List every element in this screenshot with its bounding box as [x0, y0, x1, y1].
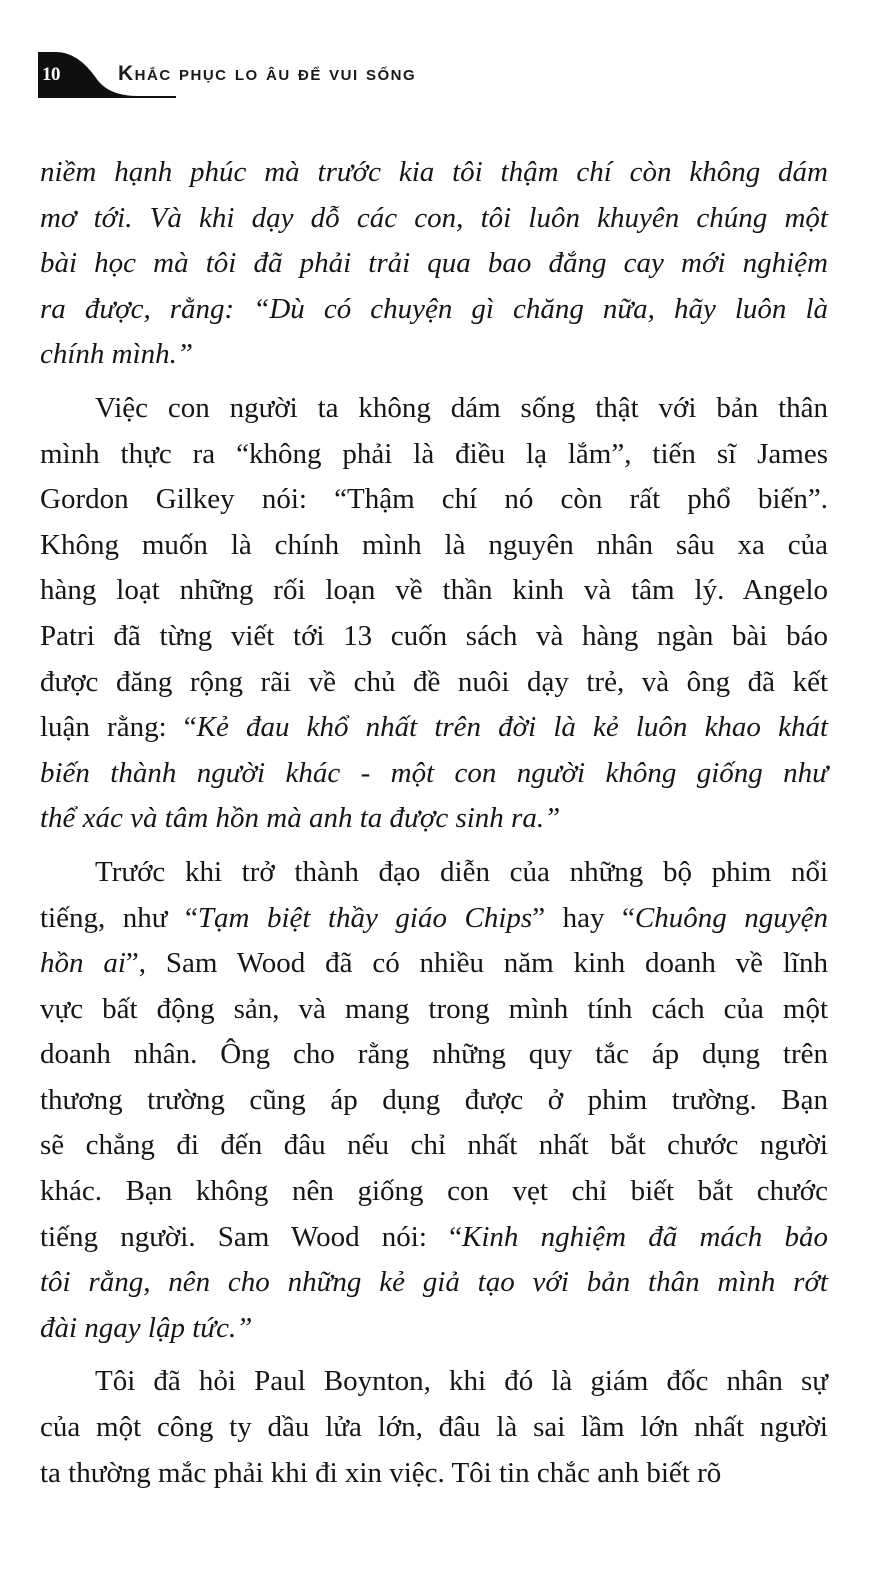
text-line	[40, 660, 828, 706]
italic-text: Kinh nghiệm đã mách bảo	[462, 1220, 828, 1253]
paragraph-gap	[40, 378, 828, 386]
text-line	[40, 287, 828, 333]
italic-text: mơ tới. Và khi dạy dỗ các con, tôi luôn khuyên chúng một	[40, 201, 828, 234]
paragraph	[40, 386, 828, 842]
text-run: ”, Sam Wood đã có nhiều năm kinh doanh về lĩnh	[125, 947, 828, 980]
italic-text: biến thành người khác - một con người không giống như	[40, 756, 828, 789]
text-run: luận rằng: “	[40, 711, 197, 744]
text-run: Patri đã từng viết tới 13 cuốn sách và hàng ngàn bài báo	[40, 619, 828, 652]
text-run: tiếng người. Sam Wood nói: “	[40, 1220, 463, 1253]
paragraph	[40, 1359, 828, 1496]
text-line	[40, 1123, 828, 1169]
text-line	[40, 150, 828, 196]
text-line	[40, 987, 828, 1033]
text-run: ta thường mắc phải khi đi xin việc. Tôi tin chắc anh biết rõ	[40, 1456, 722, 1489]
paragraph	[40, 150, 828, 378]
text-run: hàng loạt những rối loạn về thần kinh và tâm lý. Angelo	[40, 574, 828, 607]
text-line	[40, 568, 828, 614]
text-line	[40, 1032, 828, 1078]
text-line	[40, 1169, 828, 1215]
text-run: sẽ chẳng đi đến đâu nếu chỉ nhất nhất bắt chước người	[40, 1129, 828, 1162]
text-line	[40, 614, 828, 660]
text-line	[40, 1405, 828, 1451]
text-line	[40, 1451, 828, 1497]
italic-text: đài ngay lập tức.”	[40, 1311, 253, 1344]
text-run: Tôi đã hỏi Paul Boynton, khi đó là giám đốc nhân sự	[95, 1365, 828, 1398]
italic-text: Kẻ đau khổ nhất trên đời là kẻ luôn khao khát	[196, 711, 828, 744]
text-line	[40, 241, 828, 287]
italic-text: bài học mà tôi đã phải trải qua bao đắng cay mới nghiệm	[40, 247, 828, 280]
text-line	[40, 796, 828, 842]
text-line	[40, 896, 828, 942]
italic-text: hồn ai	[40, 947, 126, 980]
text-run: Trước khi trở thành đạo diễn của những bộ phim nổi	[95, 855, 828, 888]
text-run: mình thực ra “không phải là điều lạ lắm”, tiến sĩ James	[40, 437, 828, 470]
text-run: Không muốn là chính mình là nguyên nhân sâu xa của	[40, 528, 828, 561]
text-line	[40, 850, 828, 896]
italic-text: niềm hạnh phúc mà trước kia tôi thậm chí còn không dám	[40, 156, 828, 188]
text-run: ” hay “	[532, 901, 635, 934]
text-line	[40, 751, 828, 797]
text-run: doanh nhân. Ông cho rằng những quy tắc áp dụng trên	[40, 1038, 828, 1071]
text-line	[40, 386, 828, 432]
text-run: Gordon Gilkey nói: “Thậm chí nó còn rất phổ biến”.	[40, 483, 828, 516]
text-line	[40, 432, 828, 478]
text-line	[40, 941, 828, 987]
text-line	[40, 332, 828, 378]
page-number: 10	[42, 64, 60, 85]
text-line	[40, 196, 828, 242]
text-line	[40, 1359, 828, 1405]
text-run: tiếng, như “	[40, 901, 198, 934]
text-run: được đăng rộng rãi về chủ đề nuôi dạy trẻ, và ông đã kết	[40, 665, 828, 698]
italic-text: ra được, rằng: “Dù có chuyện gì chăng nữa, hãy luôn là	[40, 292, 828, 325]
paragraph-gap	[40, 842, 828, 850]
text-run: Việc con người ta không dám sống thật với bản thân	[95, 391, 828, 424]
page-header	[38, 52, 848, 98]
italic-text: chính mình.”	[40, 338, 194, 371]
text-line	[40, 705, 828, 751]
text-line	[40, 1215, 828, 1261]
italic-text: thể xác và tâm hồn mà anh ta được sinh ra.”	[40, 802, 561, 835]
text-run: vực bất động sản, và mang trong mình tính cách của một	[40, 992, 828, 1025]
text-line	[40, 523, 828, 569]
text-run: khác. Bạn không nên giống con vẹt chỉ biết bắt chước	[40, 1175, 828, 1208]
italic-text: Chuông nguyện	[634, 901, 828, 934]
text-line	[40, 1306, 828, 1352]
running-head: Khắc phục lo âu để vui sống	[118, 62, 417, 85]
text-line	[40, 477, 828, 523]
text-line	[40, 1260, 828, 1306]
paragraph	[40, 850, 828, 1352]
italic-text: tôi rằng, nên cho những kẻ giả tạo với bản thân mình rớt	[40, 1266, 828, 1299]
body-text	[40, 150, 828, 1496]
text-line	[40, 1078, 828, 1124]
text-run: thương trường cũng áp dụng được ở phim trường. Bạn	[40, 1083, 828, 1116]
italic-text: Tạm biệt thầy giáo Chips	[197, 901, 533, 934]
paragraph-gap	[40, 1351, 828, 1359]
text-run: của một công ty dầu lửa lớn, đâu là sai lầm lớn nhất người	[40, 1411, 828, 1444]
